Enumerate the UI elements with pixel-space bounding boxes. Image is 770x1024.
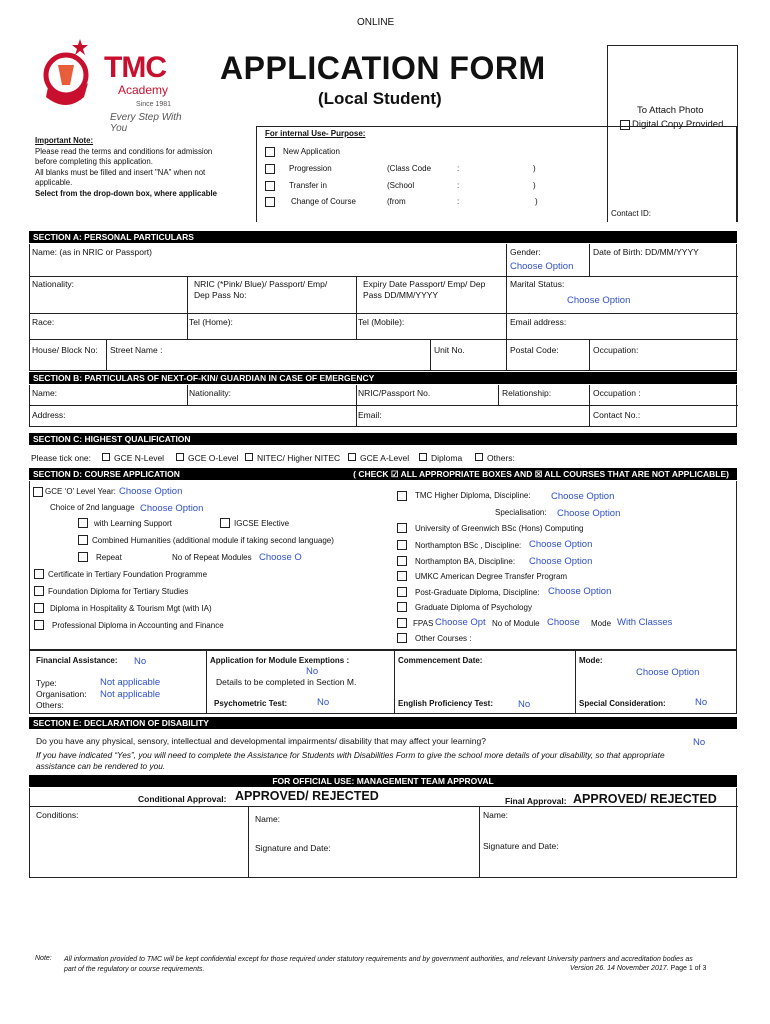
- school-label: (School: [387, 181, 415, 190]
- northampton-bsc-label: Northampton BSc , Discipline:: [415, 541, 522, 550]
- gce-n-label: GCE N-Level: [114, 453, 165, 463]
- important-note: [35, 136, 245, 199]
- disability-select[interactable]: No: [693, 737, 706, 748]
- school-close: ): [533, 181, 536, 190]
- logo-academy: Academy: [118, 83, 169, 97]
- others-label: Others:: [487, 453, 515, 463]
- kin-contact-label: Contact No.:: [593, 410, 641, 420]
- transfer-checkbox[interactable]: [265, 181, 275, 191]
- northampton-ba-select[interactable]: Choose Option: [529, 556, 593, 567]
- nric-label-line2: Dep Pass No:: [194, 290, 247, 300]
- finance-grid: [29, 650, 737, 714]
- contact-id-label: Contact ID:: [611, 209, 652, 218]
- type-label: Type:: [36, 678, 57, 688]
- class-code-colon: :: [457, 164, 460, 173]
- progression-checkbox[interactable]: [265, 164, 275, 174]
- fpas-mode-select[interactable]: With Classes: [617, 617, 673, 628]
- diploma-label: Diploma: [431, 453, 463, 463]
- fin-assist-select[interactable]: No: [134, 656, 147, 667]
- conditional-approval-value[interactable]: APPROVED/ REJECTED: [235, 789, 379, 803]
- english-select[interactable]: No: [518, 699, 531, 710]
- disability-note: [36, 750, 736, 772]
- nationality-label: Nationality:: [32, 279, 75, 289]
- logo-since: Since 1981: [136, 101, 172, 108]
- official-sig-label: Signature and Date:: [255, 843, 331, 853]
- logo-emblem-icon: [40, 35, 102, 115]
- footer-version-text: Version 26. 14 November 2017.: [570, 965, 669, 972]
- special-select[interactable]: No: [695, 697, 708, 708]
- northampton-bsc-checkbox[interactable]: [397, 540, 407, 550]
- from-label: (from: [387, 197, 406, 206]
- tmc-logo: [40, 35, 200, 134]
- tel-mobile-label: Tel (Mobile):: [358, 317, 405, 327]
- final-approval-value[interactable]: APPROVED/ REJECTED: [573, 792, 717, 806]
- footer-text-line1: All information provided to TMC will be kept confidential except for those required under statutory requirements and by government authorities, and relevant University partners and accreditation bodies as: [64, 956, 693, 963]
- important-line1: Please read the terms and conditions for admission: [35, 146, 213, 156]
- special-label: Special Consideration:: [579, 699, 666, 708]
- online-label: ONLINE: [357, 17, 395, 28]
- section-a-grid: [29, 244, 737, 371]
- dob-label: Date of Birth: DD/MM/YYYY: [593, 247, 699, 257]
- learning-support-label: with Learning Support: [94, 519, 172, 528]
- conditional-approval-label: Conditional Approval:: [138, 794, 227, 804]
- psychometric-label: Psychometric Test:: [214, 699, 288, 708]
- learning-support-checkbox[interactable]: [78, 518, 88, 528]
- nric-label-line1: NRIC (*Pink/ Blue)/ Passport/ Emp/: [194, 279, 328, 289]
- tmc-hd-label: TMC Higher Diploma, Discipline:: [415, 491, 531, 500]
- section-c-header: SECTION C: HIGHEST QUALIFICATION: [29, 433, 737, 445]
- school-colon: :: [457, 181, 460, 190]
- unit-label: Unit No.: [434, 345, 465, 355]
- pg-dip-label: Post-Graduate Diploma, Discipline:: [415, 588, 540, 597]
- footer-page: Page 1 of 3: [670, 965, 707, 972]
- exemptions-note: Details to be completed in Section M.: [216, 677, 357, 687]
- tick-one-label: Please tick one:: [31, 453, 92, 463]
- nitec-checkbox[interactable]: [245, 453, 253, 461]
- progression-label: Progression: [289, 164, 332, 173]
- igcse-checkbox[interactable]: [220, 518, 230, 528]
- change-course-label: Change of Course: [291, 197, 356, 206]
- house-label: House/ Block No:: [32, 345, 98, 355]
- logo-name: TMC: [104, 51, 166, 84]
- kin-email-label: Email:: [358, 410, 382, 420]
- name-input[interactable]: [32, 258, 502, 274]
- prof-dip-checkbox[interactable]: [34, 620, 44, 630]
- new-application-label: New Application: [283, 147, 340, 156]
- tmc-hd-select[interactable]: Choose Option: [551, 491, 615, 502]
- organisation-select[interactable]: Not applicable: [100, 689, 161, 700]
- repeat-modules-select[interactable]: Choose O: [259, 552, 302, 563]
- others-checkbox[interactable]: [475, 453, 483, 461]
- disability-note-line2: assistance can be rendered to you.: [36, 761, 166, 771]
- combined-label: Combined Humanities (additional module if taking second language): [92, 536, 334, 545]
- class-code-label: (Class Code: [387, 164, 432, 173]
- change-course-checkbox[interactable]: [265, 197, 275, 207]
- gce-a-checkbox[interactable]: [348, 453, 356, 461]
- attach-photo-label: To Attach Photo: [637, 105, 704, 116]
- other-courses-label: Other Courses :: [415, 634, 472, 643]
- class-code-close: ): [533, 164, 536, 173]
- footer-note-label: Note:: [35, 955, 52, 962]
- fpas-select[interactable]: Choose Opt: [435, 617, 486, 628]
- gender-label: Gender:: [510, 247, 541, 257]
- dip-hosp-label: Diploma in Hospitality & Tourism Mgt (with IA): [50, 604, 212, 613]
- email-label: Email address:: [510, 317, 567, 327]
- section-a-header: SECTION A: PERSONAL PARTICULARS: [29, 231, 737, 243]
- psychometric-select[interactable]: No: [317, 697, 330, 708]
- grad-psych-checkbox[interactable]: [397, 602, 407, 612]
- street-label: Street Name :: [110, 345, 163, 355]
- fpas-modules-label: No of Module: [492, 619, 540, 628]
- found-dip-checkbox[interactable]: [34, 586, 44, 596]
- umkc-checkbox[interactable]: [397, 571, 407, 581]
- fin-assist-label: Financial Assistance:: [36, 656, 118, 665]
- kin-occupation-label: Occupation :: [593, 388, 641, 398]
- from-colon: :: [457, 197, 460, 206]
- greenwich-label: University of Greenwich BSc (Hons) Computing: [415, 524, 584, 533]
- expiry-label-line1: Expiry Date Passport/ Emp/ Dep: [363, 279, 486, 289]
- igcse-label: IGCSE Elective: [234, 519, 290, 528]
- kin-nationality-label: Nationality:: [189, 388, 232, 398]
- section-d-header: [29, 468, 737, 480]
- footer-version: [570, 965, 706, 972]
- important-line2: before completing this application.: [35, 157, 153, 166]
- specialisation-label: Specialisation:: [495, 508, 547, 517]
- combined-checkbox[interactable]: [78, 535, 88, 545]
- official-name-label: Name:: [255, 814, 281, 824]
- prof-dip-label: Professional Diploma in Accounting and Finance: [52, 621, 224, 630]
- kin-name-label: Name:: [32, 388, 58, 398]
- section-d-title: SECTION D: COURSE APPLICATION: [33, 469, 180, 479]
- type-select[interactable]: Not applicable: [100, 677, 161, 688]
- race-label: Race:: [32, 317, 55, 327]
- english-label: English Proficiency Test:: [398, 699, 493, 708]
- repeat-checkbox[interactable]: [78, 552, 88, 562]
- section-b-header: SECTION B: PARTICULARS OF NEXT-OF-KIN/ GUARDIAN IN CASE OF EMERGENCY: [29, 372, 737, 384]
- northampton-bsc-select[interactable]: Choose Option: [529, 539, 593, 550]
- tmc-hd-checkbox[interactable]: [397, 491, 407, 501]
- commencement-label: Commencement Date:: [398, 656, 483, 665]
- important-line4: applicable.: [35, 178, 73, 187]
- cert-tf-label: Certificate in Tertiary Foundation Programme: [48, 570, 208, 579]
- cert-tf-checkbox[interactable]: [34, 569, 44, 579]
- mode-label: Mode:: [579, 656, 603, 665]
- transfer-label: Transfer in: [289, 181, 327, 190]
- official-name2-label: Name:: [483, 810, 509, 820]
- fpas-label: FPAS: [413, 619, 434, 628]
- form-title: APPLICATION FORM: [220, 50, 546, 86]
- important-heading: Important Note:: [35, 136, 94, 145]
- section-d-check-note: ( CHECK ☑ ALL APPROPRIATE BOXES AND ☒ ALL COURSES THAT ARE NOT APPLICABLE): [353, 469, 729, 479]
- gce-o-level-checkbox[interactable]: [33, 487, 43, 497]
- form-subtitle: (Local Student): [318, 89, 442, 108]
- conditions-label: Conditions:: [36, 810, 79, 820]
- postal-label: Postal Code:: [510, 345, 559, 355]
- gce-n-checkbox[interactable]: [102, 453, 110, 461]
- nric-label: [194, 279, 327, 301]
- official-header: FOR OFFICIAL USE: MANAGEMENT TEAM APPROVAL: [29, 775, 737, 787]
- gce-a-label: GCE A-Level: [360, 453, 410, 463]
- dip-hosp-checkbox[interactable]: [34, 603, 44, 613]
- fpas-modules-select[interactable]: Choose: [547, 617, 580, 628]
- new-application-checkbox[interactable]: [265, 147, 275, 157]
- mode-select[interactable]: Choose Option: [636, 667, 700, 678]
- disability-note-line1: If you have indicated “Yes”, you will need to complete the Assistance for Students with Disabilities Form to give the school more details of your disability, so that appropriate: [36, 750, 665, 760]
- name-label: Name: (as in NRIC or Passport): [32, 247, 152, 257]
- official-grid: [29, 788, 737, 878]
- diploma-checkbox[interactable]: [419, 453, 427, 461]
- logo-tagline: Every Step With You: [110, 112, 182, 134]
- gce-o-label: GCE O-Level: [188, 453, 239, 463]
- second-lang-label: Choice of 2nd language: [50, 503, 135, 512]
- section-b-grid: [29, 385, 737, 427]
- umkc-label: UMKC American Degree Transfer Program: [415, 572, 568, 581]
- from-close: ): [535, 197, 538, 206]
- found-dip-label: Foundation Diploma for Tertiary Studies: [48, 587, 189, 596]
- occupation-label: Occupation:: [593, 345, 639, 355]
- final-approval-label: Final Approval:: [505, 796, 567, 806]
- gce-o-checkbox[interactable]: [176, 453, 184, 461]
- nitec-label: NITEC/ Higher NITEC: [257, 453, 341, 463]
- grad-psych-label: Graduate Diploma of Psychology: [415, 603, 532, 612]
- other-courses-checkbox[interactable]: [397, 633, 407, 643]
- digital-copy-label: Digital Copy Provided: [632, 119, 724, 130]
- expiry-label: [363, 279, 485, 301]
- fpas-mode-label: Mode: [591, 619, 612, 628]
- northampton-ba-label: Northampton BA, Discipline:: [415, 557, 516, 566]
- gce-o-level-label: GCE ‘O’ Level Year:: [45, 487, 116, 496]
- others-fin-label: Others:: [36, 700, 64, 710]
- greenwich-checkbox[interactable]: [397, 523, 407, 533]
- repeat-modules-label: No of Repeat Modules: [172, 553, 252, 562]
- second-lang-select[interactable]: Choose Option: [140, 503, 204, 514]
- organisation-label: Organisation:: [36, 689, 87, 699]
- kin-relationship-label: Relationship:: [502, 388, 552, 398]
- footer-text-line2: part of the regulatory or course requirements.: [64, 966, 205, 973]
- pg-dip-select[interactable]: Choose Option: [548, 586, 612, 597]
- kin-nric-label: NRIC/Passport No.: [358, 388, 431, 398]
- gce-o-level-select[interactable]: Choose Option: [119, 486, 183, 497]
- exemptions-label: Application for Module Exemptions :: [210, 656, 350, 665]
- northampton-ba-checkbox[interactable]: [397, 556, 407, 566]
- expiry-label-line2: Pass DD/MM/YYYY: [363, 290, 439, 300]
- important-line3: All blanks must be filled and insert "NA" when not: [35, 167, 206, 177]
- marital-label: Marital Status:: [510, 279, 565, 289]
- specialisation-select[interactable]: Choose Option: [557, 508, 621, 519]
- repeat-label: Repeat: [96, 553, 122, 562]
- internal-heading: For internal Use- Purpose:: [265, 129, 366, 138]
- internal-use-box: [256, 126, 737, 222]
- pg-dip-checkbox[interactable]: [397, 587, 407, 597]
- kin-address-label: Address:: [32, 410, 66, 420]
- disability-question: Do you have any physical, sensory, intellectual and developmental impairments/ disability that may affect your learning?: [36, 736, 486, 746]
- fpas-checkbox[interactable]: [397, 618, 407, 628]
- marital-select[interactable]: Choose Option: [567, 295, 631, 306]
- important-line5: Select from the drop-down box, where applicable: [35, 188, 217, 198]
- tel-home-label: Tel (Home):: [189, 317, 233, 327]
- section-e-header: SECTION E: DECLARATION OF DISABILITY: [29, 717, 737, 729]
- gender-select[interactable]: Choose Option: [510, 261, 574, 272]
- official-sig2-label: Signature and Date:: [483, 841, 559, 851]
- exemptions-select[interactable]: No: [306, 666, 319, 677]
